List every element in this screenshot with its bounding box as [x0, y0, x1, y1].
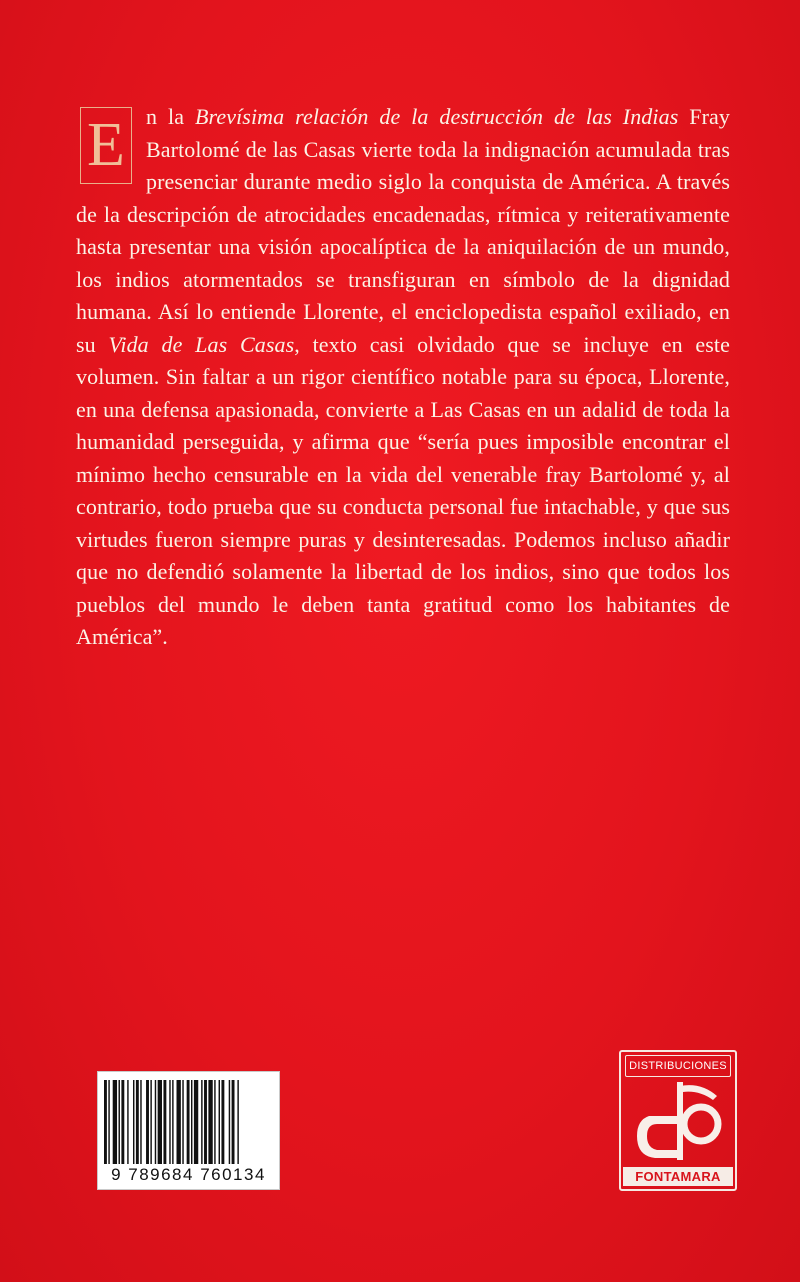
blurb-text-part-1: n la: [146, 104, 195, 129]
blurb-text-part-3: , texto casi olvidado que se incluye en este volumen. Sin faltar a un rigor científico notable para su época, Llorente, en una defensa apasionada, convierte a Las Casas en un adalid de toda la humanidad perseguida, y afirma que “sería pues imposible encontrar el mínimo hecho censurable en la vida del venerable fray Bartolomé y, al contrario, todo prueba que su conducta personal fue intachable, y que sus virtudes fueron siempre puras y desinteresadas. Podemos incluso añadir que no defendió solamente la libertad de los indios, sino que todos los pueblos del mundo le deben tanta gratitud como los habitantes de América”.: [76, 331, 730, 649]
isbn-barcode: [97, 1071, 280, 1190]
blurb-text: [76, 101, 730, 654]
publisher-logo: [619, 1050, 737, 1191]
barcode-number: 9 789684 760134: [111, 1165, 266, 1184]
publisher-logo-top-label: DISTRIBUCIONES: [625, 1055, 731, 1077]
publisher-name: FONTAMARA: [623, 1167, 733, 1186]
publisher-monogram-icon: [631, 1080, 725, 1166]
book-title-brevisima: Brevísima relación de la destrucción de las Indias: [194, 104, 679, 129]
book-title-vida: Vida de Las Casas: [108, 331, 295, 357]
blurb-text-part-2: Fray Bartolomé de las Casas vierte toda la indignación acumulada tras presenciar durante medio siglo la conquista de América. A través de la descripción de atrocidades encadenadas, rítmica y reiterativamente hasta presentar una visión apocalíptica de la aniquilación de un mundo, los indios atormentados se transfiguran en símbolo de la dignidad humana. Así lo entiende Llorente, el enciclopedista español exiliado, en su: [76, 104, 730, 357]
blurb-paragraph: [76, 101, 730, 654]
barcode-bars-graphic: [102, 1080, 275, 1164]
drop-cap: E: [80, 107, 132, 184]
